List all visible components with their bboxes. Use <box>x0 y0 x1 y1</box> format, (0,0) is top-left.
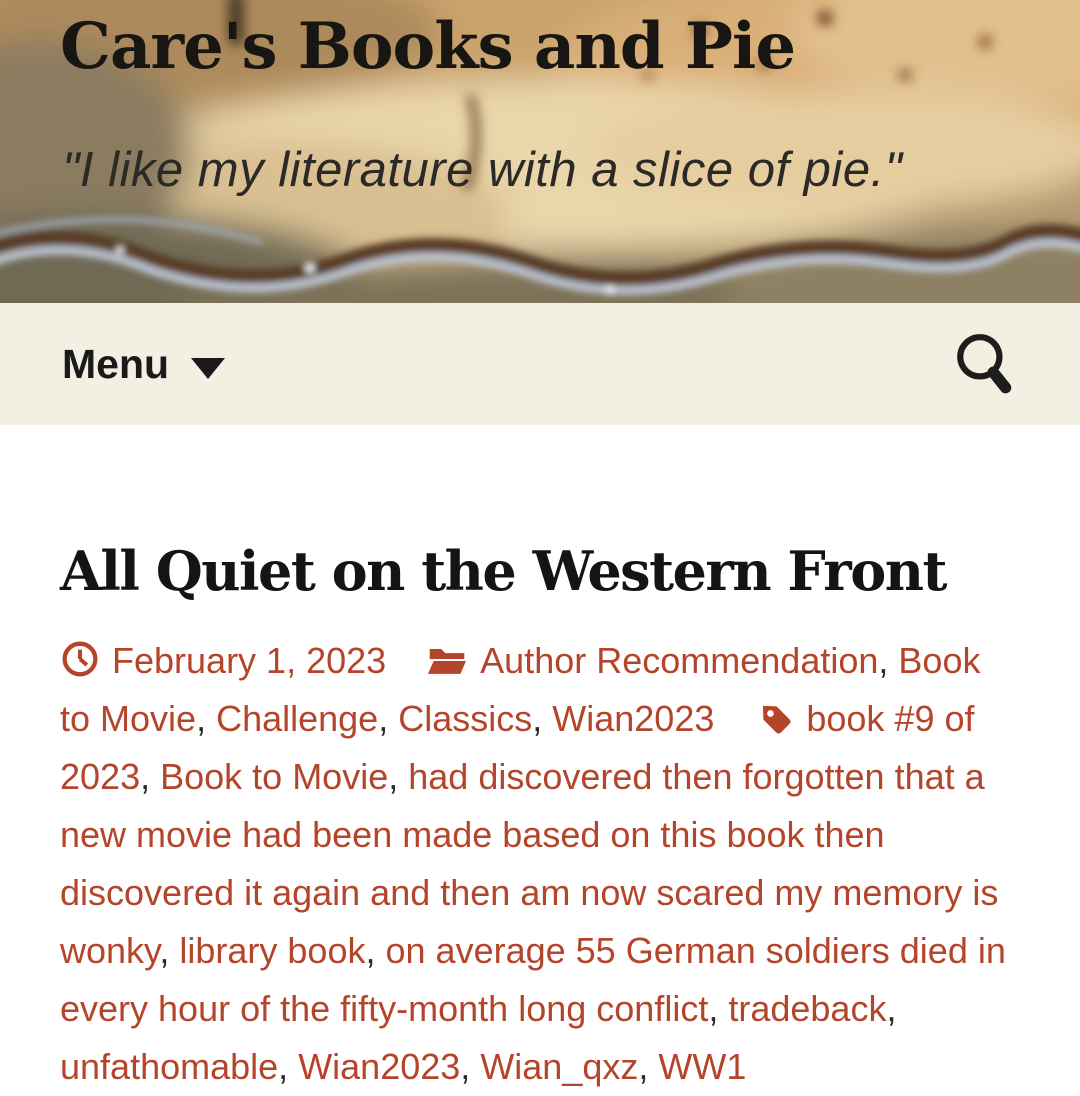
entry-meta <box>60 632 1020 1096</box>
menu-toggle-label: Menu <box>62 340 170 387</box>
tag-link[interactable]: Book to Movie <box>160 755 389 797</box>
tag-link[interactable]: Wian_qxz <box>480 1045 639 1087</box>
menu-toggle-button[interactable] <box>62 341 225 388</box>
chevron-down-icon <box>191 358 225 379</box>
primary-menu-bar <box>0 303 1080 425</box>
separator: , <box>378 697 399 739</box>
separator: , <box>460 1045 481 1087</box>
clock-icon <box>60 639 100 679</box>
category-link[interactable]: Author Recommendation <box>480 639 879 681</box>
site-header <box>0 0 1080 303</box>
site-title[interactable] <box>60 10 795 84</box>
separator: , <box>159 929 180 971</box>
search-icon <box>952 330 1018 398</box>
tag-link[interactable]: WW1 <box>658 1045 747 1087</box>
separator: , <box>365 929 386 971</box>
post-title[interactable]: All Quiet on the Western Front <box>60 539 946 603</box>
tag-link[interactable]: unfathomable <box>60 1045 279 1087</box>
post-date-link[interactable]: February 1, 2023 <box>112 639 387 681</box>
folder-icon <box>426 641 468 679</box>
site-tagline: "I like my literature with a slice of pie." <box>62 143 903 197</box>
tag-link[interactable]: book #9 of 2023 <box>60 697 975 797</box>
tag-link[interactable]: on average 55 German soldiers died in every hour of the fifty-month long conflict <box>60 929 1006 1029</box>
separator: , <box>638 1045 659 1087</box>
category-link[interactable]: Book to Movie <box>60 639 981 739</box>
site-title-link[interactable]: Care's Books and Pie <box>60 9 796 84</box>
separator: , <box>278 1045 299 1087</box>
posted-on <box>60 640 386 681</box>
category-link[interactable]: Wian2023 <box>552 697 715 739</box>
tag-link[interactable]: Wian2023 <box>298 1045 461 1087</box>
separator: , <box>878 639 899 681</box>
category-link[interactable]: Challenge <box>216 697 379 739</box>
tag-icon <box>754 697 794 737</box>
content-area <box>0 425 1080 1096</box>
tag-link[interactable]: library book <box>179 929 366 971</box>
tags-list <box>60 698 1006 1087</box>
separator: , <box>196 697 217 739</box>
tag-link[interactable]: had discovered then forgotten that a new movie had been made based on this book then discovered it again and then am now scared my memory is wonky <box>60 755 999 971</box>
separator: , <box>886 987 897 1029</box>
tag-link[interactable]: tradeback <box>728 987 887 1029</box>
separator: , <box>708 987 729 1029</box>
post-article <box>60 539 1020 1096</box>
separator: , <box>140 755 161 797</box>
separator: , <box>388 755 409 797</box>
separator: , <box>532 697 553 739</box>
search-button[interactable] <box>952 330 1018 398</box>
category-link[interactable]: Classics <box>398 697 533 739</box>
